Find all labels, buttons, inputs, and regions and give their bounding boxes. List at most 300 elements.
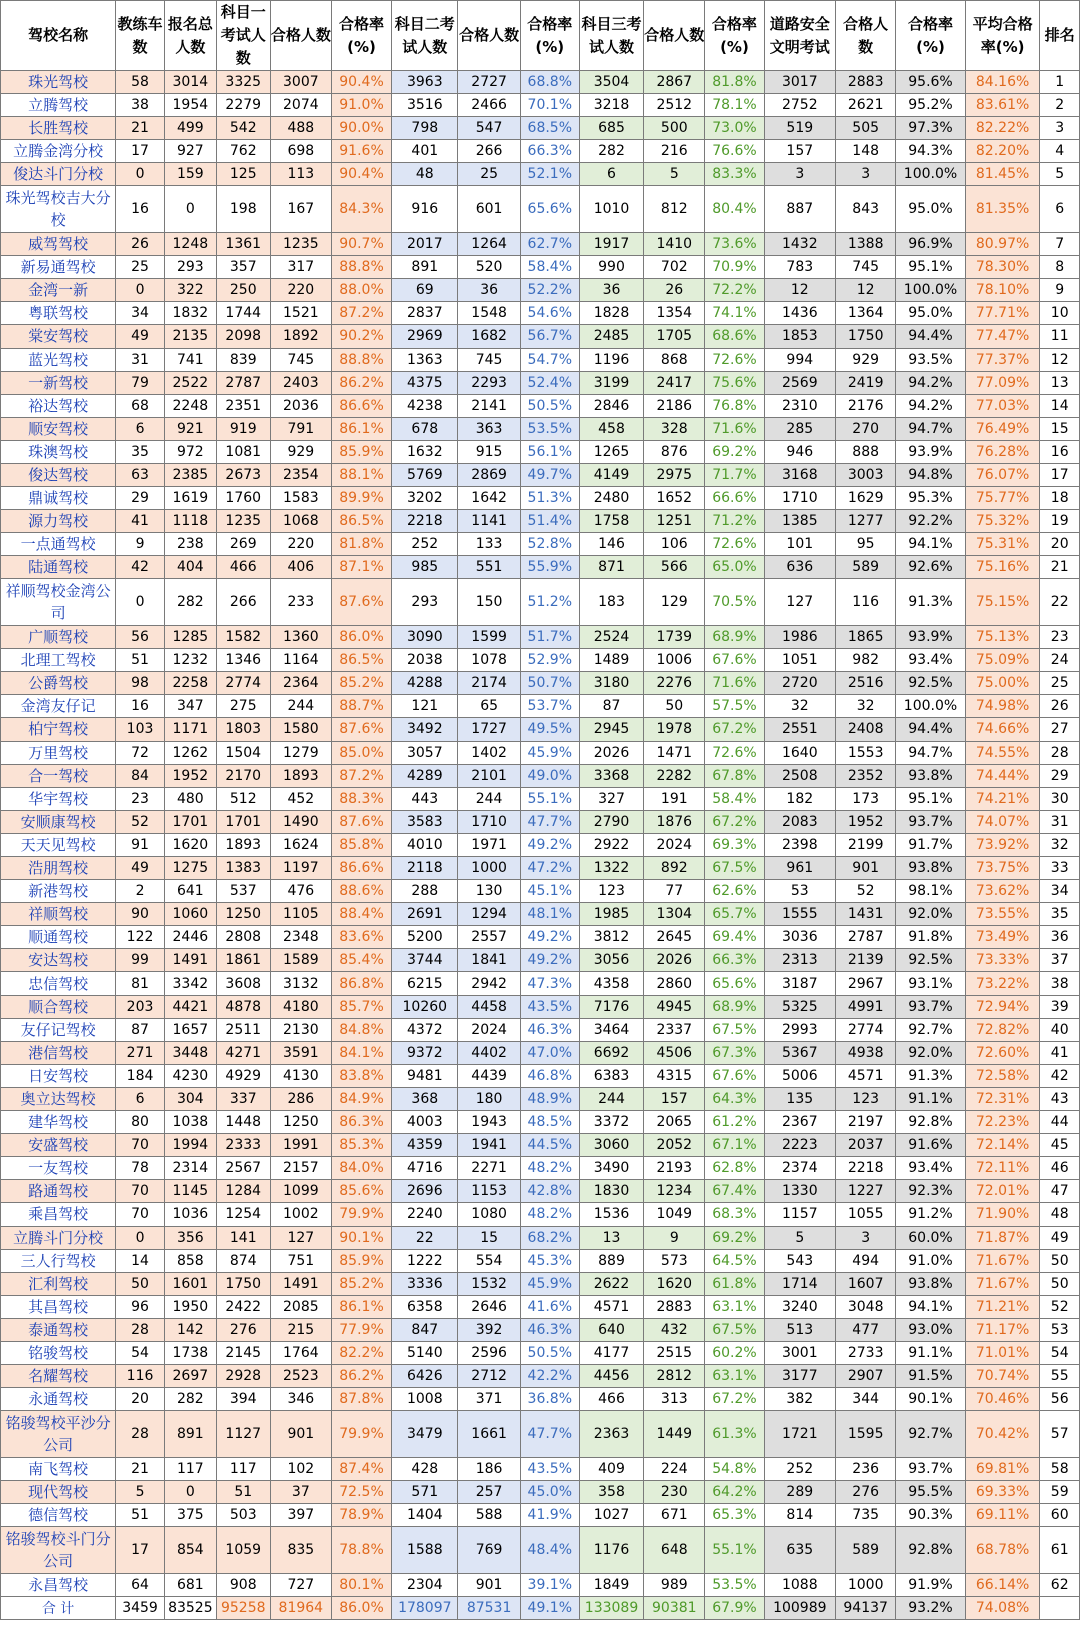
school-name-link[interactable]: 新易通驾校	[1, 256, 116, 279]
school-name-link[interactable]: 陆通驾校	[1, 556, 116, 579]
table-cell: 919	[216, 417, 270, 440]
table-row	[1, 1157, 1080, 1180]
table-cell: 2363	[579, 1411, 643, 1458]
table-cell: 86.0%	[331, 626, 391, 649]
table-cell: 93.0%	[896, 1318, 966, 1341]
table-cell: 85.9%	[331, 440, 391, 463]
table-cell: 2928	[216, 1365, 270, 1388]
school-name-link[interactable]: 金湾一新	[1, 279, 116, 302]
table-cell: 2846	[579, 394, 643, 417]
table-cell: 1081	[216, 440, 270, 463]
table-cell: 45.3%	[520, 1249, 579, 1272]
table-cell: 252	[764, 1457, 836, 1480]
school-name-link[interactable]: 泰通驾校	[1, 1318, 116, 1341]
table-cell: 3014	[164, 71, 216, 94]
table-cell: 50.7%	[520, 672, 579, 695]
school-name-link[interactable]: 珠光驾校	[1, 71, 116, 94]
school-name-link[interactable]: 蓝光驾校	[1, 348, 116, 371]
table-cell: 286	[270, 1087, 331, 1110]
table-cell: 839	[216, 348, 270, 371]
school-name-link[interactable]: 华宇驾校	[1, 787, 116, 810]
school-name-link[interactable]: 祥顺驾校金湾公司	[1, 579, 116, 626]
table-cell: 571	[392, 1480, 458, 1503]
school-name-link[interactable]: 金湾友仔记	[1, 695, 116, 718]
table-cell: 2218	[392, 510, 458, 533]
school-name-link[interactable]: 顺安驾校	[1, 417, 116, 440]
table-cell: 3583	[392, 810, 458, 833]
table-cell: 72.14%	[965, 1134, 1040, 1157]
table-cell: 4991	[836, 995, 896, 1018]
school-name-link[interactable]: 立腾驾校	[1, 94, 116, 117]
table-cell: 46.3%	[520, 1318, 579, 1341]
school-name-link[interactable]: 天天见驾校	[1, 833, 116, 856]
table-row	[1, 279, 1080, 302]
table-cell: 6426	[392, 1365, 458, 1388]
table-cell: 91.9%	[896, 1573, 966, 1596]
table-cell: 32	[836, 695, 896, 718]
table-cell: 70.74%	[965, 1365, 1040, 1388]
table-cell: 328	[644, 417, 705, 440]
table-cell: 1262	[164, 741, 216, 764]
table-cell: 1364	[836, 302, 896, 325]
school-name-link[interactable]: 南飞驾校	[1, 1457, 116, 1480]
table-cell: 68.3%	[705, 1203, 764, 1226]
table-cell: 14	[116, 1249, 165, 1272]
table-cell: 727	[270, 1573, 331, 1596]
table-cell: 3132	[270, 972, 331, 995]
table-cell: 92.5%	[896, 672, 966, 695]
table-cell: 745	[270, 348, 331, 371]
table-cell: 69.2%	[705, 440, 764, 463]
school-name-link[interactable]: 友仔记驾校	[1, 1018, 116, 1041]
table-cell: 466	[579, 1388, 643, 1411]
table-cell: 1620	[644, 1272, 705, 1295]
table-cell: 167	[270, 186, 331, 233]
table-cell: 1285	[164, 626, 216, 649]
table-cell: 2036	[270, 394, 331, 417]
table-cell: 3240	[764, 1295, 836, 1318]
school-name-link[interactable]: 鼎诚驾校	[1, 487, 116, 510]
table-cell: 519	[764, 117, 836, 140]
table-cell: 1721	[764, 1411, 836, 1458]
table-cell: 68.8%	[520, 71, 579, 94]
table-cell: 1893	[270, 764, 331, 787]
school-name-link[interactable]: 公爵驾校	[1, 672, 116, 695]
school-name-link[interactable]: 立腾金湾分校	[1, 140, 116, 163]
table-cell: 117	[216, 1457, 270, 1480]
school-name-link[interactable]: 奥立达驾校	[1, 1087, 116, 1110]
table-cell: 480	[164, 787, 216, 810]
table-cell: 198	[216, 186, 270, 233]
table-cell: 1277	[836, 510, 896, 533]
table-cell: 1489	[579, 649, 643, 672]
table-row	[1, 348, 1080, 371]
table-cell: 1275	[164, 857, 216, 880]
school-name-link[interactable]: 北理工驾校	[1, 649, 116, 672]
table-cell: 0	[116, 279, 165, 302]
table-cell: 5	[116, 1480, 165, 1503]
school-name-link[interactable]: 珠澳驾校	[1, 440, 116, 463]
school-name-link[interactable]: 顺合驾校	[1, 995, 116, 1018]
table-cell: 157	[644, 1087, 705, 1110]
table-cell: 91.0%	[331, 94, 391, 117]
table-cell: 148	[836, 140, 896, 163]
table-cell: 85.9%	[331, 1249, 391, 1272]
table-cell: 513	[764, 1318, 836, 1341]
school-name-link[interactable]: 三人行驾校	[1, 1249, 116, 1272]
table-cell: 2993	[764, 1018, 836, 1041]
table-cell: 68.2%	[520, 1226, 579, 1249]
table-cell: 1548	[458, 302, 520, 325]
school-name-link[interactable]: 安达驾校	[1, 949, 116, 972]
table-cell: 1849	[579, 1573, 643, 1596]
table-cell: 4938	[836, 1041, 896, 1064]
school-name-link[interactable]: 其昌驾校	[1, 1295, 116, 1318]
school-name-link[interactable]: 裕达驾校	[1, 394, 116, 417]
table-cell: 1118	[164, 510, 216, 533]
table-cell: 51	[216, 1480, 270, 1503]
school-name-link[interactable]: 铭骏驾校	[1, 1341, 116, 1364]
table-cell: 52	[836, 880, 896, 903]
table-row	[1, 972, 1080, 995]
table-cell: 3218	[579, 94, 643, 117]
table-cell: 868	[644, 348, 705, 371]
table-cell: 735	[836, 1504, 896, 1527]
table-cell: 358	[579, 1480, 643, 1503]
table-cell: 2422	[216, 1295, 270, 1318]
table-cell: 2130	[270, 1018, 331, 1041]
table-cell: 64	[116, 1573, 165, 1596]
table-cell: 2374	[764, 1157, 836, 1180]
table-cell: 85.7%	[331, 995, 391, 1018]
table-cell: 2052	[644, 1134, 705, 1157]
school-name-link[interactable]: 港信驾校	[1, 1041, 116, 1064]
table-row	[1, 1573, 1080, 1596]
table-cell: 4271	[216, 1041, 270, 1064]
table-cell: 1701	[164, 810, 216, 833]
school-name-link[interactable]: 铭骏驾校平沙分公司	[1, 1411, 116, 1458]
table-cell: 51.7%	[520, 626, 579, 649]
school-name-link[interactable]: 一友驾校	[1, 1157, 116, 1180]
table-cell: 49	[1040, 1226, 1080, 1249]
table-cell: 5	[764, 1226, 836, 1249]
school-name-link[interactable]: 建华驾校	[1, 1111, 116, 1134]
school-name-link[interactable]: 一新驾校	[1, 371, 116, 394]
table-cell: 671	[644, 1504, 705, 1527]
school-name-link[interactable]: 长胜驾校	[1, 117, 116, 140]
table-cell: 66.6%	[705, 487, 764, 510]
table-cell: 1705	[644, 325, 705, 348]
table-cell: 1010	[579, 186, 643, 233]
table-cell: 6383	[579, 1064, 643, 1087]
school-name-link[interactable]: 乘昌驾校	[1, 1203, 116, 1226]
total-cell: 67.9%	[705, 1596, 764, 1619]
table-cell: 244	[270, 695, 331, 718]
table-cell: 547	[458, 117, 520, 140]
table-cell: 317	[270, 256, 331, 279]
school-name-link[interactable]: 威驾驾校	[1, 233, 116, 256]
table-cell: 1196	[579, 348, 643, 371]
table-cell: 4003	[392, 1111, 458, 1134]
school-name-link[interactable]: 现代驾校	[1, 1480, 116, 1503]
table-cell: 2240	[392, 1203, 458, 1226]
table-cell: 989	[644, 1573, 705, 1596]
table-cell: 92.8%	[896, 1527, 966, 1574]
table-cell: 2176	[836, 394, 896, 417]
table-cell: 48.2%	[520, 1203, 579, 1226]
table-row	[1, 1041, 1080, 1064]
table-cell: 71.01%	[965, 1341, 1040, 1364]
table-cell: 266	[216, 579, 270, 626]
school-name-link[interactable]: 粤联驾校	[1, 302, 116, 325]
table-cell: 43.5%	[520, 1457, 579, 1480]
table-cell: 835	[270, 1527, 331, 1574]
table-cell: 1235	[216, 510, 270, 533]
school-name-link[interactable]: 忠信驾校	[1, 972, 116, 995]
table-cell: 741	[164, 348, 216, 371]
table-cell: 49.5%	[520, 718, 579, 741]
table-cell: 762	[216, 140, 270, 163]
table-cell: 1588	[392, 1527, 458, 1574]
table-row	[1, 487, 1080, 510]
table-cell: 77.71%	[965, 302, 1040, 325]
table-cell: 2569	[764, 371, 836, 394]
table-cell: 69.2%	[705, 1226, 764, 1249]
table-cell: 91.3%	[896, 1064, 966, 1087]
table-cell: 282	[164, 579, 216, 626]
school-name-link[interactable]: 源力驾校	[1, 510, 116, 533]
table-cell: 2282	[644, 764, 705, 787]
table-cell: 64.2%	[705, 1480, 764, 1503]
table-cell: 86.5%	[331, 510, 391, 533]
table-row	[1, 1249, 1080, 1272]
table-cell: 75.6%	[705, 371, 764, 394]
table-cell: 66.3%	[520, 140, 579, 163]
table-cell: 15	[1040, 417, 1080, 440]
table-cell: 48.5%	[520, 1111, 579, 1134]
table-row	[1, 857, 1080, 880]
table-cell: 745	[836, 256, 896, 279]
total-cell: 87531	[458, 1596, 520, 1619]
table-cell: 791	[270, 417, 331, 440]
school-name-link[interactable]: 名耀驾校	[1, 1365, 116, 1388]
table-cell: 2101	[458, 764, 520, 787]
table-cell: 77.37%	[965, 348, 1040, 371]
school-name-link[interactable]: 广顺驾校	[1, 626, 116, 649]
school-name-link[interactable]: 俊达斗门分校	[1, 163, 116, 186]
table-cell: 13	[579, 1226, 643, 1249]
table-cell: 1830	[579, 1180, 643, 1203]
table-cell: 82.22%	[965, 117, 1040, 140]
table-cell: 75.13%	[965, 626, 1040, 649]
school-name-link[interactable]: 汇利驾校	[1, 1272, 116, 1295]
school-name-link[interactable]: 立腾斗门分校	[1, 1226, 116, 1249]
table-cell: 3464	[579, 1018, 643, 1041]
school-name-link[interactable]: 日安驾校	[1, 1064, 116, 1087]
table-cell: 2646	[458, 1295, 520, 1318]
table-cell: 72.82%	[965, 1018, 1040, 1041]
table-cell: 21	[116, 1457, 165, 1480]
school-name-link[interactable]: 铭骏驾校斗门分公司	[1, 1527, 116, 1574]
school-name-link[interactable]: 一点通驾校	[1, 533, 116, 556]
table-cell: 49.2%	[520, 833, 579, 856]
table-row	[1, 903, 1080, 926]
table-cell: 73.62%	[965, 880, 1040, 903]
table-cell: 70.5%	[705, 579, 764, 626]
table-cell: 49.0%	[520, 764, 579, 787]
table-cell: 1088	[764, 1573, 836, 1596]
table-cell: 2248	[164, 394, 216, 417]
table-cell: 2193	[644, 1157, 705, 1180]
total-cell: 86.0%	[331, 1596, 391, 1619]
table-cell: 6	[579, 163, 643, 186]
table-row	[1, 1411, 1080, 1458]
table-cell: 95.3%	[896, 487, 966, 510]
table-cell: 1346	[216, 649, 270, 672]
table-cell: 17	[1040, 464, 1080, 487]
table-body	[1, 71, 1080, 1620]
table-cell: 48.9%	[520, 1087, 579, 1110]
table-cell: 77	[644, 880, 705, 903]
school-name-link[interactable]: 顺通驾校	[1, 926, 116, 949]
table-cell: 77.03%	[965, 394, 1040, 417]
table-cell: 1127	[216, 1411, 270, 1458]
total-cell: 90381	[644, 1596, 705, 1619]
school-name-link[interactable]: 柏宁驾校	[1, 718, 116, 741]
table-cell: 80.4%	[705, 186, 764, 233]
table-cell: 1027	[579, 1504, 643, 1527]
table-cell: 397	[270, 1504, 331, 1527]
table-cell: 182	[764, 787, 836, 810]
table-cell: 2860	[644, 972, 705, 995]
table-cell: 702	[644, 256, 705, 279]
table-cell: 47.7%	[520, 1411, 579, 1458]
school-name-link[interactable]: 安顺康驾校	[1, 810, 116, 833]
table-cell: 2733	[836, 1341, 896, 1364]
table-cell: 100.0%	[896, 695, 966, 718]
table-cell: 2621	[836, 94, 896, 117]
table-cell: 0	[116, 579, 165, 626]
school-name-link[interactable]: 路通驾校	[1, 1180, 116, 1203]
school-name-link[interactable]: 万里驾校	[1, 741, 116, 764]
table-cell: 51.4%	[520, 510, 579, 533]
table-row	[1, 718, 1080, 741]
school-name-link[interactable]: 棠安驾校	[1, 325, 116, 348]
header-cell: 报名总人数	[164, 1, 216, 71]
school-name-link[interactable]: 新港驾校	[1, 880, 116, 903]
table-cell: 2446	[164, 926, 216, 949]
table-cell: 215	[270, 1318, 331, 1341]
table-cell: 66.3%	[705, 949, 764, 972]
table-cell: 142	[164, 1318, 216, 1341]
school-name-link[interactable]: 俊达驾校	[1, 464, 116, 487]
table-cell: 87.6%	[331, 718, 391, 741]
school-name-link[interactable]: 祥顺驾校	[1, 903, 116, 926]
table-cell: 87.8%	[331, 1388, 391, 1411]
table-cell: 3336	[392, 1272, 458, 1295]
table-cell: 6	[116, 417, 165, 440]
table-cell: 157	[764, 140, 836, 163]
table-cell: 244	[458, 787, 520, 810]
table-cell: 83.61%	[965, 94, 1040, 117]
table-cell: 4571	[579, 1295, 643, 1318]
table-cell: 871	[579, 556, 643, 579]
school-name-link[interactable]: 浩朋驾校	[1, 857, 116, 880]
table-cell: 1828	[579, 302, 643, 325]
table-cell: 0	[164, 1480, 216, 1503]
table-cell: 2403	[270, 371, 331, 394]
table-cell: 75.32%	[965, 510, 1040, 533]
table-cell: 94.7%	[896, 741, 966, 764]
table-cell: 71.6%	[705, 672, 764, 695]
table-cell: 1250	[270, 1111, 331, 1134]
header-cell: 科目一考试人数	[216, 1, 270, 71]
table-cell: 1383	[216, 857, 270, 880]
table-cell: 65.6%	[705, 972, 764, 995]
table-cell: 8	[1040, 256, 1080, 279]
table-cell: 1363	[392, 348, 458, 371]
table-cell: 32	[764, 695, 836, 718]
table-cell: 91.8%	[896, 926, 966, 949]
total-cell: 3459	[116, 1596, 165, 1619]
table-cell: 3090	[392, 626, 458, 649]
table-cell: 63.1%	[705, 1295, 764, 1318]
table-cell: 47.7%	[520, 810, 579, 833]
table-cell: 3963	[392, 71, 458, 94]
table-cell: 2551	[764, 718, 836, 741]
table-cell: 1080	[458, 1203, 520, 1226]
table-cell: 56.7%	[520, 325, 579, 348]
table-cell: 916	[392, 186, 458, 233]
table-cell: 2333	[216, 1134, 270, 1157]
table-row	[1, 1504, 1080, 1527]
table-cell: 2304	[392, 1573, 458, 1596]
school-name-link[interactable]: 德信驾校	[1, 1504, 116, 1527]
table-cell: 994	[764, 348, 836, 371]
table-cell: 2787	[216, 371, 270, 394]
table-cell: 65.7%	[705, 903, 764, 926]
table-cell: 76.49%	[965, 417, 1040, 440]
table-cell: 95.1%	[896, 787, 966, 810]
table-cell: 889	[579, 1249, 643, 1272]
table-cell: 81.8%	[331, 533, 391, 556]
table-cell: 93.7%	[896, 1457, 966, 1480]
table-cell: 1000	[458, 857, 520, 880]
table-cell: 133	[458, 533, 520, 556]
table-cell: 87.1%	[331, 556, 391, 579]
table-cell: 21	[1040, 556, 1080, 579]
table-cell: 452	[270, 787, 331, 810]
table-cell: 458	[579, 417, 643, 440]
table-cell: 2364	[270, 672, 331, 695]
table-row	[1, 302, 1080, 325]
table-cell: 98	[116, 672, 165, 695]
table-cell: 93.8%	[896, 764, 966, 787]
table-cell: 49	[116, 857, 165, 880]
table-cell: 29	[116, 487, 165, 510]
table-cell: 141	[216, 1226, 270, 1249]
school-name-link[interactable]: 安盛驾校	[1, 1134, 116, 1157]
school-name-link[interactable]: 合一驾校	[1, 764, 116, 787]
school-name-link[interactable]: 永昌驾校	[1, 1573, 116, 1596]
school-name-link[interactable]: 永通驾校	[1, 1388, 116, 1411]
table-cell: 1632	[392, 440, 458, 463]
table-cell: 93.7%	[896, 810, 966, 833]
table-cell: 1893	[216, 833, 270, 856]
school-name-link[interactable]: 珠光驾校吉大分校	[1, 186, 116, 233]
table-cell: 282	[164, 1388, 216, 1411]
table-cell: 1917	[579, 233, 643, 256]
